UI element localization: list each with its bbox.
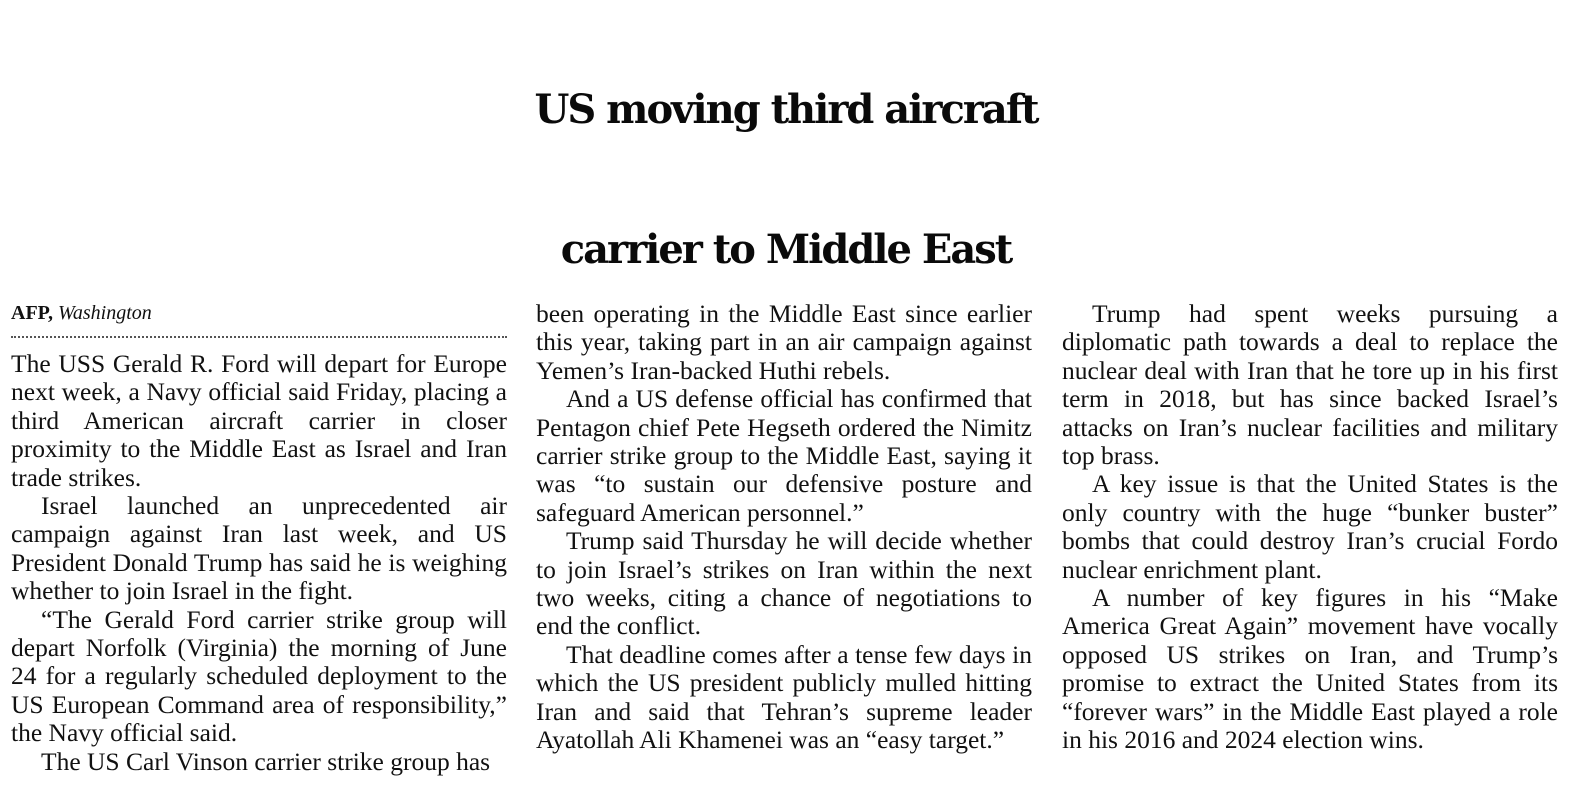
- paragraph: Trump had spent weeks pursuing a diplomatic path towards a deal to replace the nuclear deal with Iran that he tore up in his first term in 2018, but has since backed Israel’s attacks on Iran’s nuclear facilities and military top brass.: [1062, 299, 1558, 471]
- byline: [11, 300, 507, 338]
- paragraph: Trump said Thursday he will decide whether to join Israel’s strikes on Iran within the next two weeks, citing a chance of negotiations to end the conflict.: [536, 526, 1032, 641]
- paragraph: A number of key figures in his “Make America Great Again” movement have vocally opposed US strikes on Iran, and Trump’s promise to extract the United States from its “forever wars” in the Middle East played a role in his 2016 and 2024 election wins.: [1062, 583, 1558, 755]
- headline-line-2: carrier to Middle East: [560, 226, 1012, 273]
- article-column-1: [11, 300, 507, 776]
- paragraph: And a US defense official has confirmed that Pentagon chief Pete Hegseth ordered the Nimitz carrier strike group to the Middle East, saying it was “to sustain our defensive posture and safeguard American personnel.”: [536, 384, 1032, 527]
- paragraph: The US Carl Vinson carrier strike group has: [41, 746, 491, 776]
- byline-agency: AFP,: [11, 302, 54, 324]
- paragraph: A key issue is that the United States is the only country with the huge “bunker buster” bombs that could destroy Iran’s crucial Fordo nuclear enrichment plant.: [1062, 469, 1558, 584]
- headline: [0, 40, 1572, 320]
- paragraph: been operating in the Middle East since earlier this year, taking part in an air campaign against Yemen’s Iran-backed Huthi rebels.: [536, 299, 1032, 385]
- paragraph: The USS Gerald R. Ford will depart for Europe next week, a Navy official said Friday, placing a third American aircraft carrier in closer proximity to the Middle East as Israel and Iran trade strikes.: [11, 349, 507, 492]
- byline-location: Washington: [58, 302, 152, 324]
- paragraph: Israel launched an unprecedented air campaign against Iran last week, and US President Donald Trump has said he is weighing whether to join Israel in the fight.: [11, 491, 507, 606]
- headline-line-1: US moving third aircraft: [534, 86, 1038, 133]
- article-column-2: [536, 300, 1032, 755]
- paragraph: That deadline comes after a tense few days in which the US president publicly mulled hitting Iran and said that Tehran’s supreme leader Ayatollah Ali Khamenei was an “easy target.”: [536, 639, 1032, 755]
- article-column-3: [1062, 300, 1558, 755]
- paragraph: “The Gerald Ford carrier strike group will depart Norfolk (Virginia) the morning of June 24 for a regularly scheduled deployment to the US European Command area of responsibility,” the Navy official said.: [11, 604, 507, 748]
